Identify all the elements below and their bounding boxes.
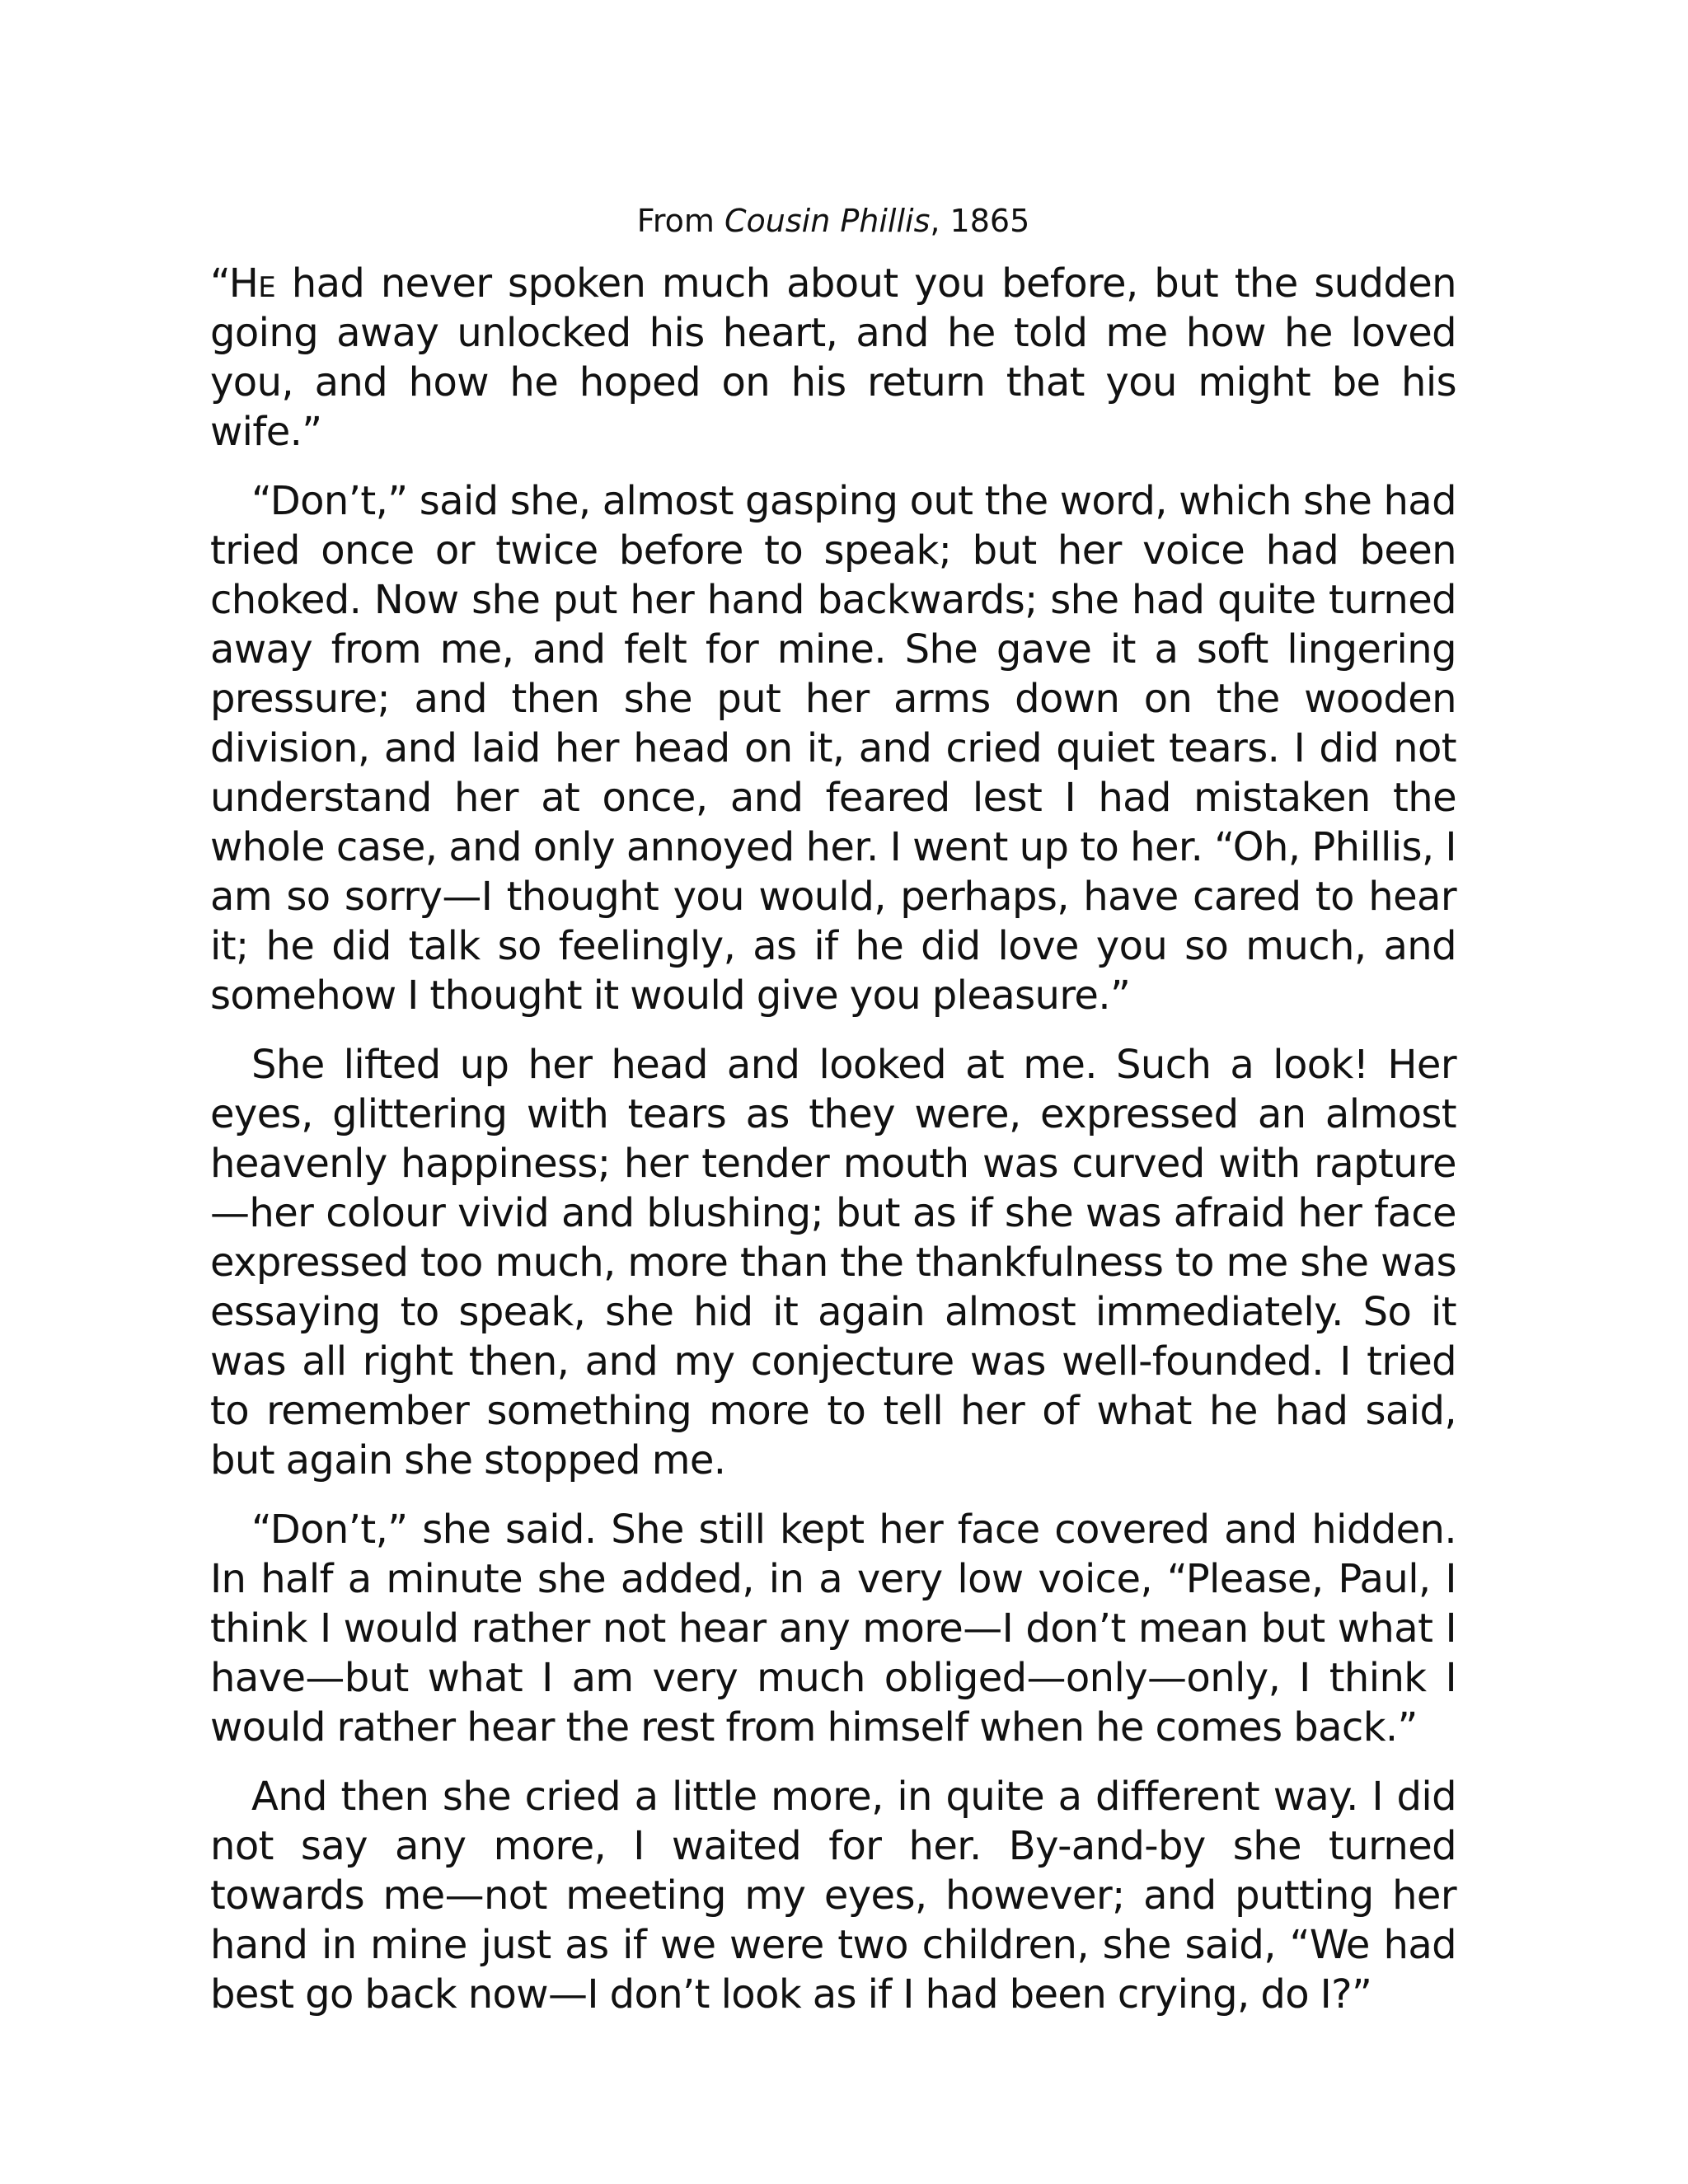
paragraph-4: “Don’t,” she said. She still kept her face covered and hidden. In half a minute she added, in a very low voice, “Please, Paul, I think I would rather not hear any more—I don’t mean but what I have—but what I am very much obliged—only—only, I think I would rather hear the rest from himself when he comes back.” (210, 1507, 1456, 1750)
paragraph-2: “Don’t,” said she, almost gasping out the word, which she had tried once or twice before to speak; but her voice had been choked. Now she put her hand backwards; she had quite turned away from me, and felt for mine. She gave it a soft lingering pressure; and then she put her arms down on the wooden division, and laid her head on it, and cried quiet tears. I did not understand her at once, and feared lest I had mistaken the whole case, and only annoyed her. I went up to her. “Oh, Phillis, I am so sorry—I thought you would, perhaps, have cared to hear it; he did talk so feelingly, as if he did love you so much, and somehow I thought it would give you pleasure.” (210, 478, 1456, 1019)
drop-lead-word: “He (210, 260, 276, 307)
document-page (210, 196, 1456, 2039)
source-heading (210, 196, 1456, 246)
paragraph-3: She lifted up her head and looked at me. Such a look! Her eyes, glittering with tears as they were, expressed an almost heavenly happiness; her tender mouth was curved with rapture—her colour vivid and blushing; but as if she was afraid her face expressed too much, more than the thankfulness to me she was essaying to speak, she hid it again almost immediately. So it was all right then, and my conjecture was well-founded. I tried to remember something more to tell her of what he had said, but again she stopped me. (210, 1042, 1456, 1483)
paragraph-1-text: had never spoken much about you before, but the sudden going away unlocked his heart, and he told me how he loved you, and how he hoped on his return that you might be his wife.” (210, 260, 1456, 455)
book-title: Cousin Phillis (724, 203, 931, 239)
heading-prefix: From (636, 203, 724, 239)
paragraph-1 (210, 259, 1456, 457)
heading-year: , 1865 (930, 203, 1030, 239)
paragraph-5: And then she cried a little more, in quite a different way. I did not say any more, I waited for her. By-and-by she turned towards me—not meeting my eyes, however; and putting her hand in mine just as if we were two children, she said, “We had best go back now—I don’t look as if I had been crying, do I?” (210, 1774, 1456, 2018)
